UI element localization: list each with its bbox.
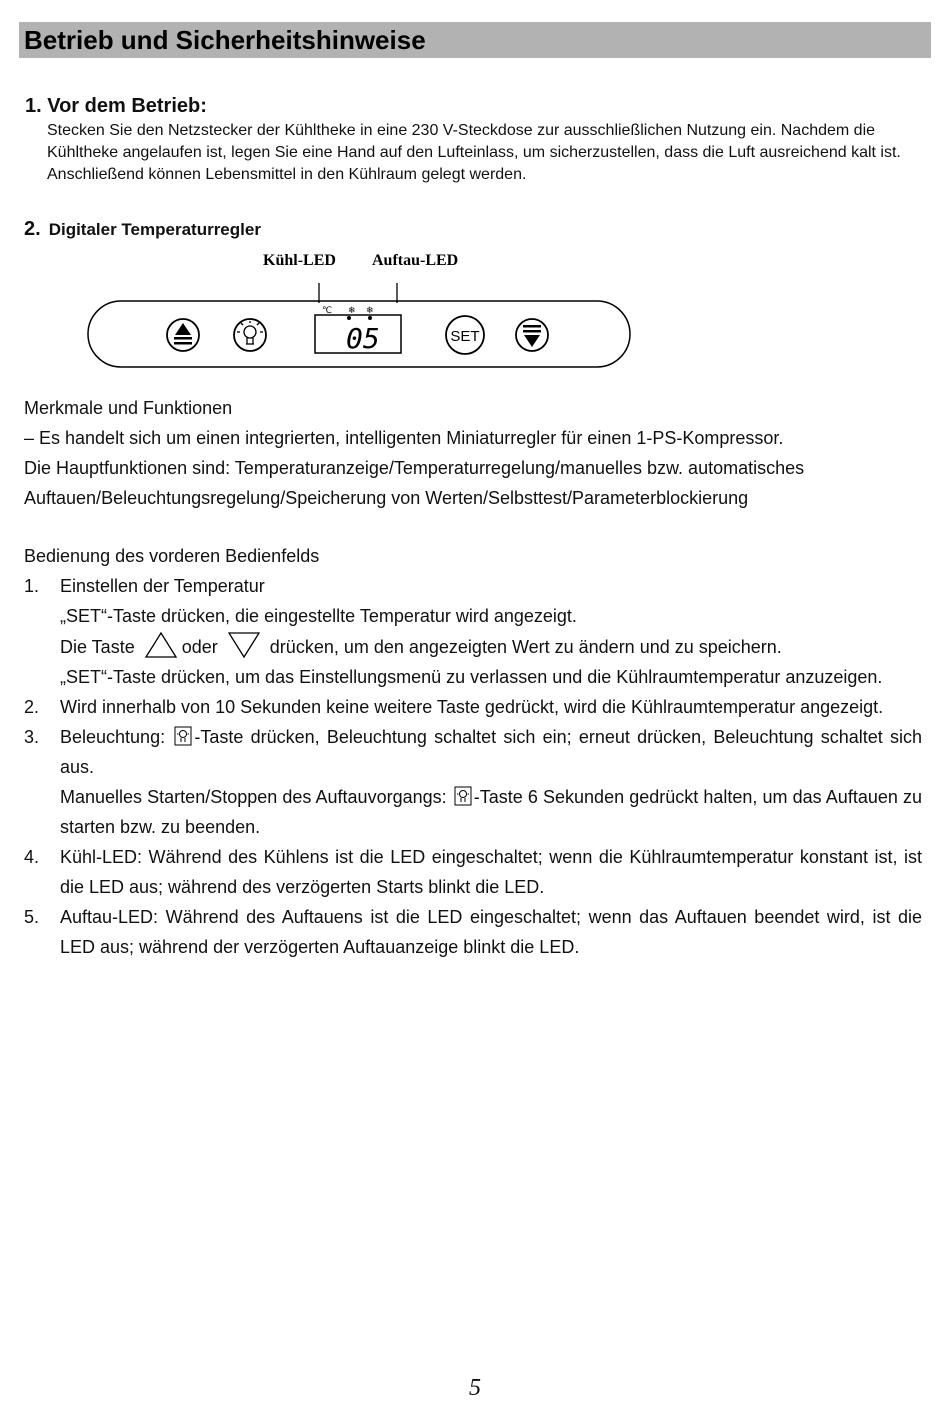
display-value: 05 <box>346 322 380 355</box>
features-section <box>24 393 922 513</box>
item-text: Manuelles Starten/Stoppen des Auftauvorgangs: <box>60 787 447 807</box>
defrost-indicator-icon: ❄ <box>366 306 374 316</box>
item-text: -Taste drücken, Beleuchtung schaltet sich ein; erneut drücken, Beleuchtung schaltet sich aus. <box>60 727 922 777</box>
item-text: Beleuchtung: <box>60 727 166 747</box>
set-button[interactable] <box>446 316 484 354</box>
label-cooling-led: Kühl-LED <box>263 252 336 269</box>
item-number: 1. <box>24 576 40 596</box>
down-triangle-icon <box>227 631 261 659</box>
item-text: drücken, um den angezeigten Wert zu ändern und zu speichern. <box>269 637 782 657</box>
item-text: -Taste 6 Sekunden gedrückt halten, um das Auftauen zu starten bzw. zu beenden. <box>60 787 922 837</box>
operation-section <box>24 541 922 962</box>
light-bulb-icon <box>237 321 263 344</box>
item-number: 3. <box>24 727 40 747</box>
item-text: Auftau-LED: Während des Auftauens ist die LED eingeschaltet; wenn das Auftauen beendet wird, ist die LED aus; während der verzögerten Auftauanzeige blinkt die LED. <box>60 907 922 957</box>
features-line1: – Es handelt sich um einen integrierten, intelligenten Miniaturregler für einen 1-PS-Kompressor. <box>24 428 784 448</box>
set-icon: SET <box>450 328 480 345</box>
unit-indicator: ℃ <box>322 306 333 316</box>
item-text: oder <box>181 637 218 657</box>
section2-number: 2. <box>24 218 41 240</box>
item-number: 4. <box>24 847 40 867</box>
list-item <box>24 692 922 722</box>
up-arrow-icon <box>174 323 192 345</box>
cooling-led <box>347 316 351 320</box>
page-number: 5 <box>469 1375 481 1401</box>
item-title: Einstellen der Temperatur <box>60 576 265 596</box>
list-item <box>24 571 922 692</box>
item-text: Kühl-LED: Während des Kühlens ist die LED eingeschaltet; wenn die Kühlraumtemperatur konstant ist, ist die LED aus; während des verzögerten Starts blinkt die LED. <box>60 847 922 897</box>
section1-text: Stecken Sie den Netzstecker der Kühltheke in eine 230 V-Steckdose zur ausschließlichen Nutzung ein. Nachdem die Kühltheke angelaufen ist, legen Sie eine Hand auf den Lufteinlass, um sicherzustellen, dass die Luft ausreichend kalt ist. Anschließend können Lebensmittel in den Kühlraum gelegt werden. <box>47 122 901 183</box>
section1-heading: 1. Vor dem Betrieb: <box>25 95 207 117</box>
item-line <box>60 631 922 662</box>
item-number: 2. <box>24 697 40 717</box>
snowflake-icon: ❄ <box>348 306 356 316</box>
operation-title: Bedienung des vorderen Bedienfelds <box>24 546 320 566</box>
section2-title: Digitaler Temperaturregler <box>48 220 261 239</box>
list-item <box>24 722 922 842</box>
section2-heading <box>24 217 261 242</box>
features-line2: Die Hauptfunktionen sind: Temperaturanzeige/Temperaturregelung/manuelles bzw. automatisches Auftauen/Beleuchtungsregelung/Speicherung von Werten/Selbsttest/Parameterblockierung <box>24 458 805 508</box>
label-defrost-led: Auftau-LED <box>372 252 459 269</box>
header-bar <box>19 22 931 58</box>
operation-list <box>24 571 922 962</box>
down-arrow-icon <box>523 325 541 347</box>
list-item <box>24 842 922 902</box>
light-button[interactable] <box>234 319 266 351</box>
list-item <box>24 902 922 962</box>
up-triangle-icon <box>144 631 178 659</box>
item-line <box>60 722 922 782</box>
item-number: 5. <box>24 907 40 927</box>
defrost-led <box>368 316 372 320</box>
controller-diagram <box>80 245 640 380</box>
item-line: „SET“-Taste drücken, die eingestellte Temperatur wird angezeigt. <box>60 606 577 626</box>
light-key-icon <box>174 726 192 746</box>
light-key-icon <box>454 786 472 806</box>
item-line <box>60 782 922 842</box>
up-arrow-button[interactable] <box>167 319 199 351</box>
item-text: Wird innerhalb von 10 Sekunden keine weitere Taste gedrückt, wird die Kühlraumtemperatur angezeigt. <box>60 697 884 717</box>
features-title: Merkmale und Funktionen <box>24 398 233 418</box>
down-arrow-button[interactable] <box>516 319 548 351</box>
item-line: „SET“-Taste drücken, um das Einstellungsmenü zu verlassen und die Kühlraumtemperatur anzuzeigen. <box>60 667 883 687</box>
item-text: Die Taste <box>60 637 135 657</box>
page-title: Betrieb und Sicherheitshinweise <box>24 25 426 55</box>
